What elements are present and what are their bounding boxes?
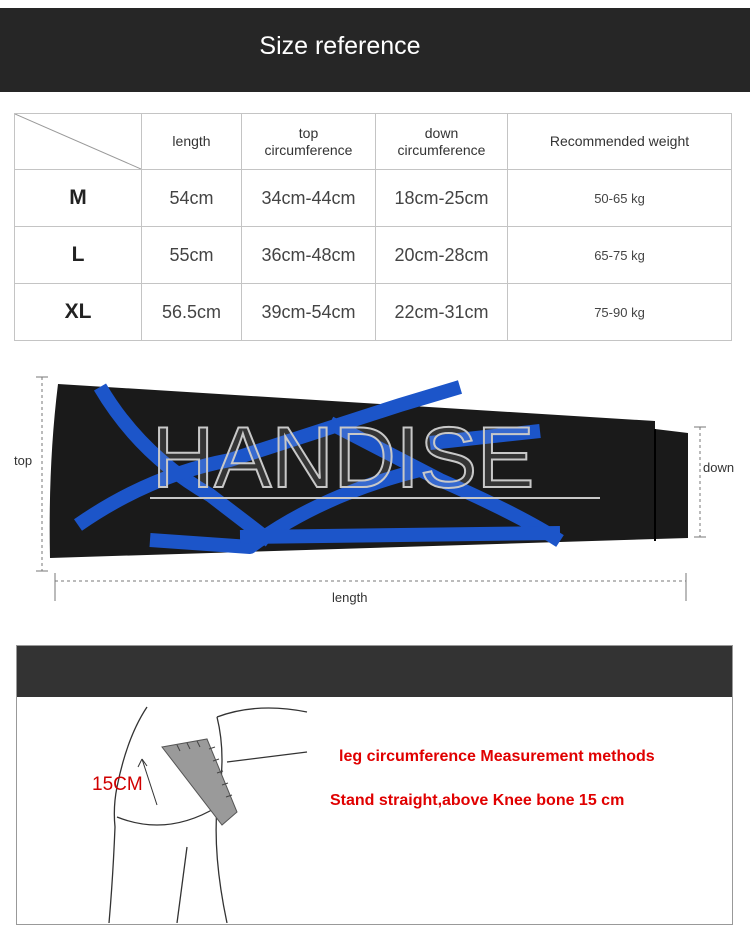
distance-label: 15CM [92,774,143,795]
down-dimension [694,427,706,537]
length-cell: 55cm [142,227,242,284]
column-header-length: length [142,114,242,170]
knee-illustration [17,697,317,923]
size-cell: L [15,227,142,284]
column-header-weight: Recommended weight [508,114,732,170]
down-circumference-cell: 18cm-25cm [376,170,508,227]
measurement-description: Stand straight,above Knee bone 15 cm [330,792,625,809]
measurement-title: leg circumference Measurement methods [339,748,655,765]
top-label: top [14,453,33,468]
weight-cell: 65-75 kg [508,227,732,284]
top-circumference-cell: 36cm-48cm [242,227,376,284]
sleeve-diagram [0,365,750,635]
length-label: length [332,590,368,605]
top-circumference-cell: 34cm-44cm [242,170,376,227]
measuring-tape [162,739,237,825]
page-title: Size reference [259,32,421,60]
down-circumference-cell: 20cm-28cm [376,227,508,284]
table-header-row [15,114,732,170]
length-dimension [55,573,686,601]
size-cell: M [15,170,142,227]
down-label: down [703,460,735,475]
column-header-top: top circumference [242,114,376,170]
down-circumference-cell: 22cm-31cm [376,284,508,341]
watermark-text: HANDISE [152,410,535,506]
table-corner-cell [15,114,142,170]
table-row [15,284,732,341]
measurement-panel [16,645,733,925]
size-cell: XL [15,284,142,341]
length-cell: 54cm [142,170,242,227]
table-row [15,227,732,284]
weight-cell: 75-90 kg [508,284,732,341]
weight-cell: 50-65 kg [508,170,732,227]
measurement-header-bar [17,646,732,697]
header-banner [0,8,750,92]
diagonal-line [15,114,141,169]
table-row [15,170,732,227]
size-table [14,113,732,341]
top-circumference-cell: 39cm-54cm [242,284,376,341]
column-header-down: down circumference [376,114,508,170]
length-cell: 56.5cm [142,284,242,341]
top-dimension [36,377,48,571]
